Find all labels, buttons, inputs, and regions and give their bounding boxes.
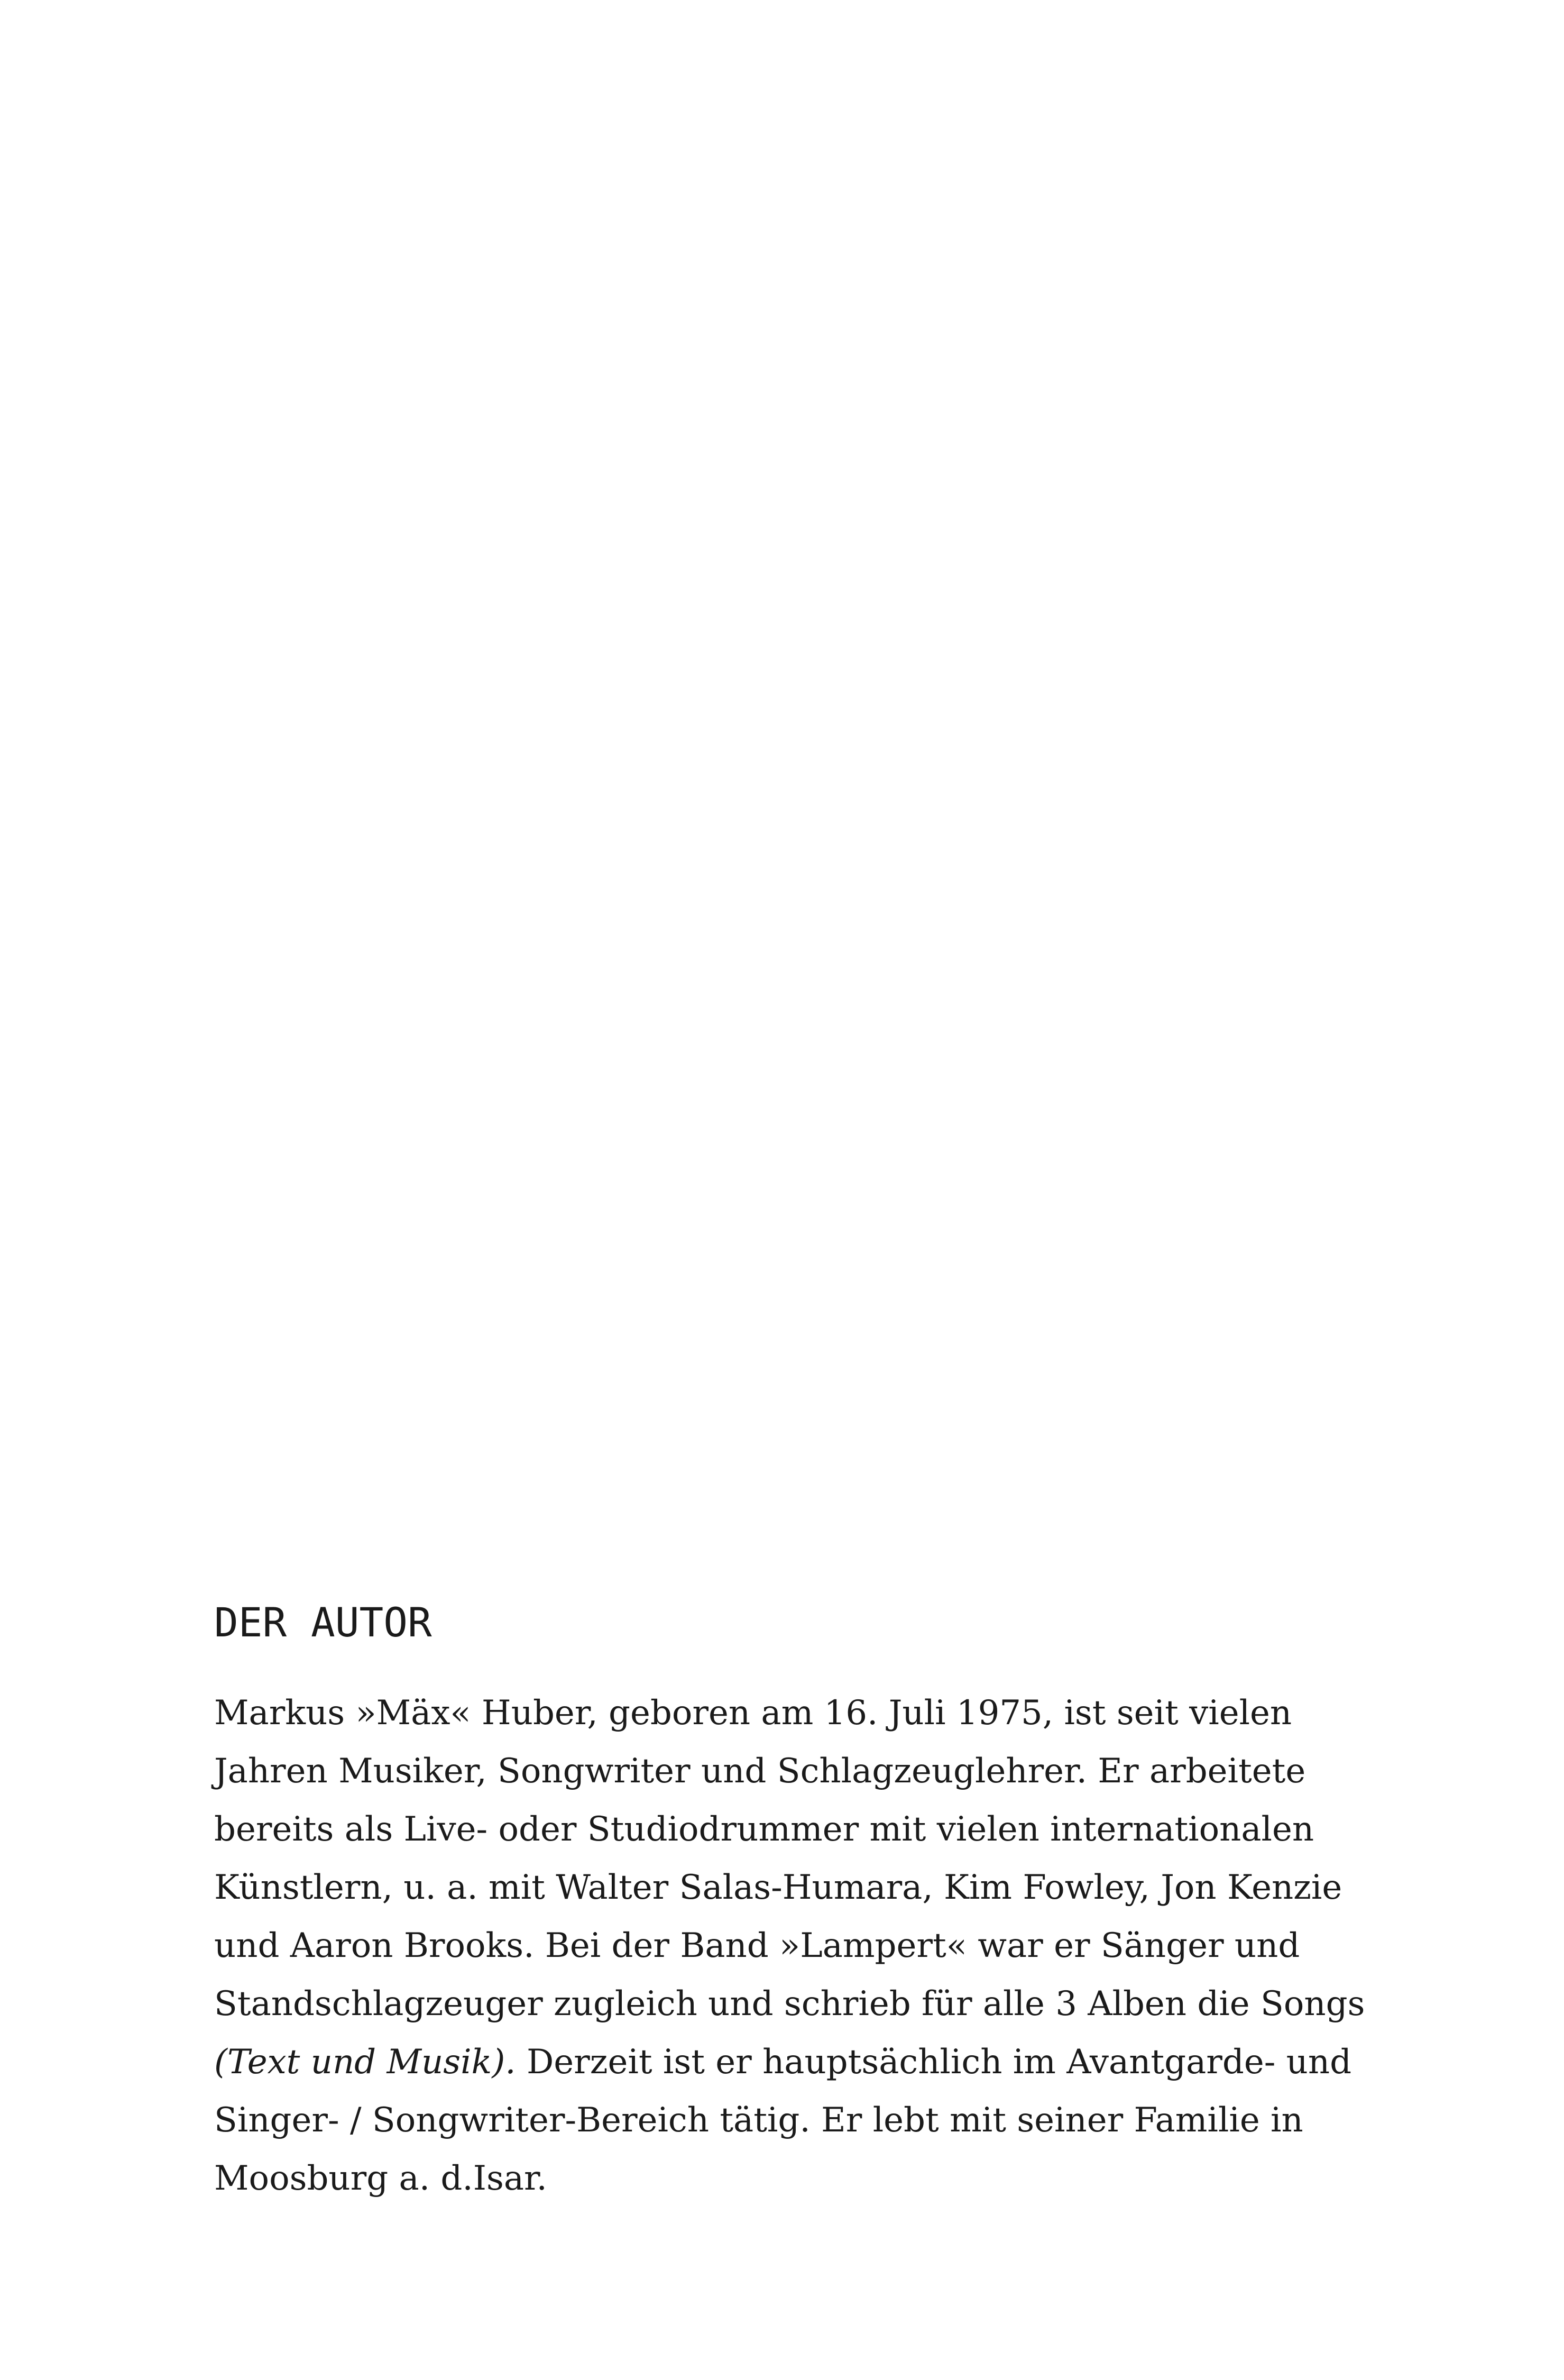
section-heading: DER AUTOR: [214, 1599, 432, 1646]
bio-line: und Aaron Brooks. Bei der Band »Lampert« war er Sänger und: [214, 1926, 1300, 1965]
bio-italic-text: (Text und Musik).: [214, 2043, 516, 2082]
author-bio: [214, 1684, 1377, 2208]
bio-line: Singer- / Songwriter-Bereich tätig. Er lebt mit seiner Familie in: [214, 2101, 1303, 2140]
bio-line: Künstlern, u. a. mit Walter Salas-Humara, Kim Fowley, Jon Kenzie: [214, 1868, 1342, 1907]
bio-line: Jahren Musiker, Songwriter und Schlagzeuglehrer. Er arbeitete: [214, 1752, 1306, 1791]
bio-line-mixed: [214, 2033, 1377, 2091]
bio-text: Derzeit ist er hauptsächlich im Avantgarde- und: [516, 2043, 1352, 2082]
bio-line: bereits als Live- oder Studiodrummer mit vielen internationalen: [214, 1810, 1314, 1849]
author-section: [214, 1599, 1377, 2208]
bio-line: Moosburg a. d.Isar.: [214, 2159, 547, 2198]
bio-line: Markus »Mäx« Huber, geboren am 16. Juli 1975, ist seit vielen: [214, 1694, 1292, 1733]
bio-line: Standschlagzeuger zugleich und schrieb für alle 3 Alben die Songs: [214, 1984, 1365, 2024]
